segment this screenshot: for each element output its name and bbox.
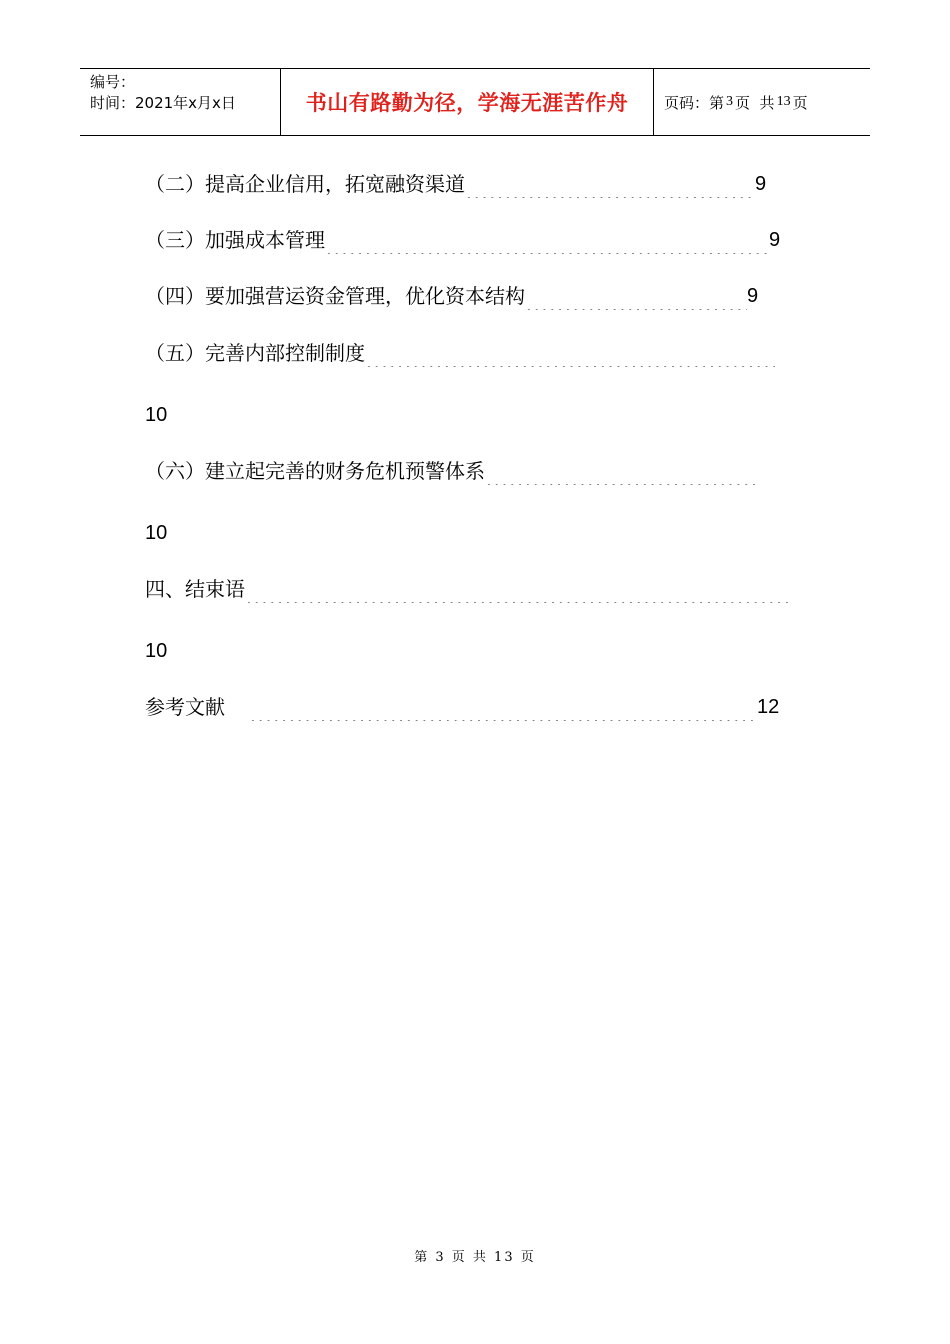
toc-entry[interactable]: [145, 170, 766, 198]
page-total: 13: [776, 94, 791, 109]
toc-leader-dots: [465, 170, 755, 198]
toc-entry[interactable]: [145, 282, 758, 310]
toc-entry-title: 四、结束语: [145, 577, 245, 601]
toc-entry[interactable]: [145, 693, 779, 721]
toc-entry-page: 9: [747, 285, 759, 307]
toc-entry-page: 10: [145, 640, 168, 662]
toc-entry-title: （四）要加强营运资金管理，优化资本结构: [145, 284, 525, 308]
toc-entry[interactable]: [145, 575, 790, 603]
toc-entry-title: （五）完善内部控制制度: [145, 341, 365, 365]
toc-leader-dots: [325, 226, 769, 254]
toc-entry-title: （二）提高企业信用，拓宽融资渠道: [145, 172, 465, 196]
toc-entry-page: 9: [769, 229, 781, 251]
page-current: 3: [726, 94, 734, 109]
toc-entry[interactable]: [145, 457, 757, 485]
toc-leader-dots: [245, 575, 790, 603]
toc-leader-dots: [249, 693, 757, 721]
toc-leader-dots: [485, 457, 757, 485]
toc-entry[interactable]: [145, 339, 775, 367]
page-prefix: 页码：第: [664, 93, 725, 112]
toc-entry[interactable]: [145, 226, 780, 254]
page-suffix: 页: [792, 93, 808, 112]
toc-leader-dots: [365, 339, 775, 367]
toc-entry-title: 参考文献: [145, 695, 225, 719]
toc-entry-page: 10: [145, 404, 168, 426]
toc-entry-title: （三）加强成本管理: [145, 228, 325, 252]
toc-entry-title: （六）建立起完善的财务危机预警体系: [145, 459, 485, 483]
toc-entry-page: 10: [145, 522, 168, 544]
number-label: 编号：: [90, 73, 136, 91]
toc-entry-page: 12: [757, 696, 780, 718]
page-footer: 第 3 页 共 13 页: [414, 1250, 536, 1265]
toc-leader-dots: [525, 282, 747, 310]
motto: 书山有路勤为径，学海无涯苦作舟: [305, 90, 629, 115]
time-label: 时间：2021年x月x日: [90, 94, 236, 112]
page-mid: 页 共: [735, 93, 775, 112]
toc-entry-page: 9: [755, 173, 767, 195]
